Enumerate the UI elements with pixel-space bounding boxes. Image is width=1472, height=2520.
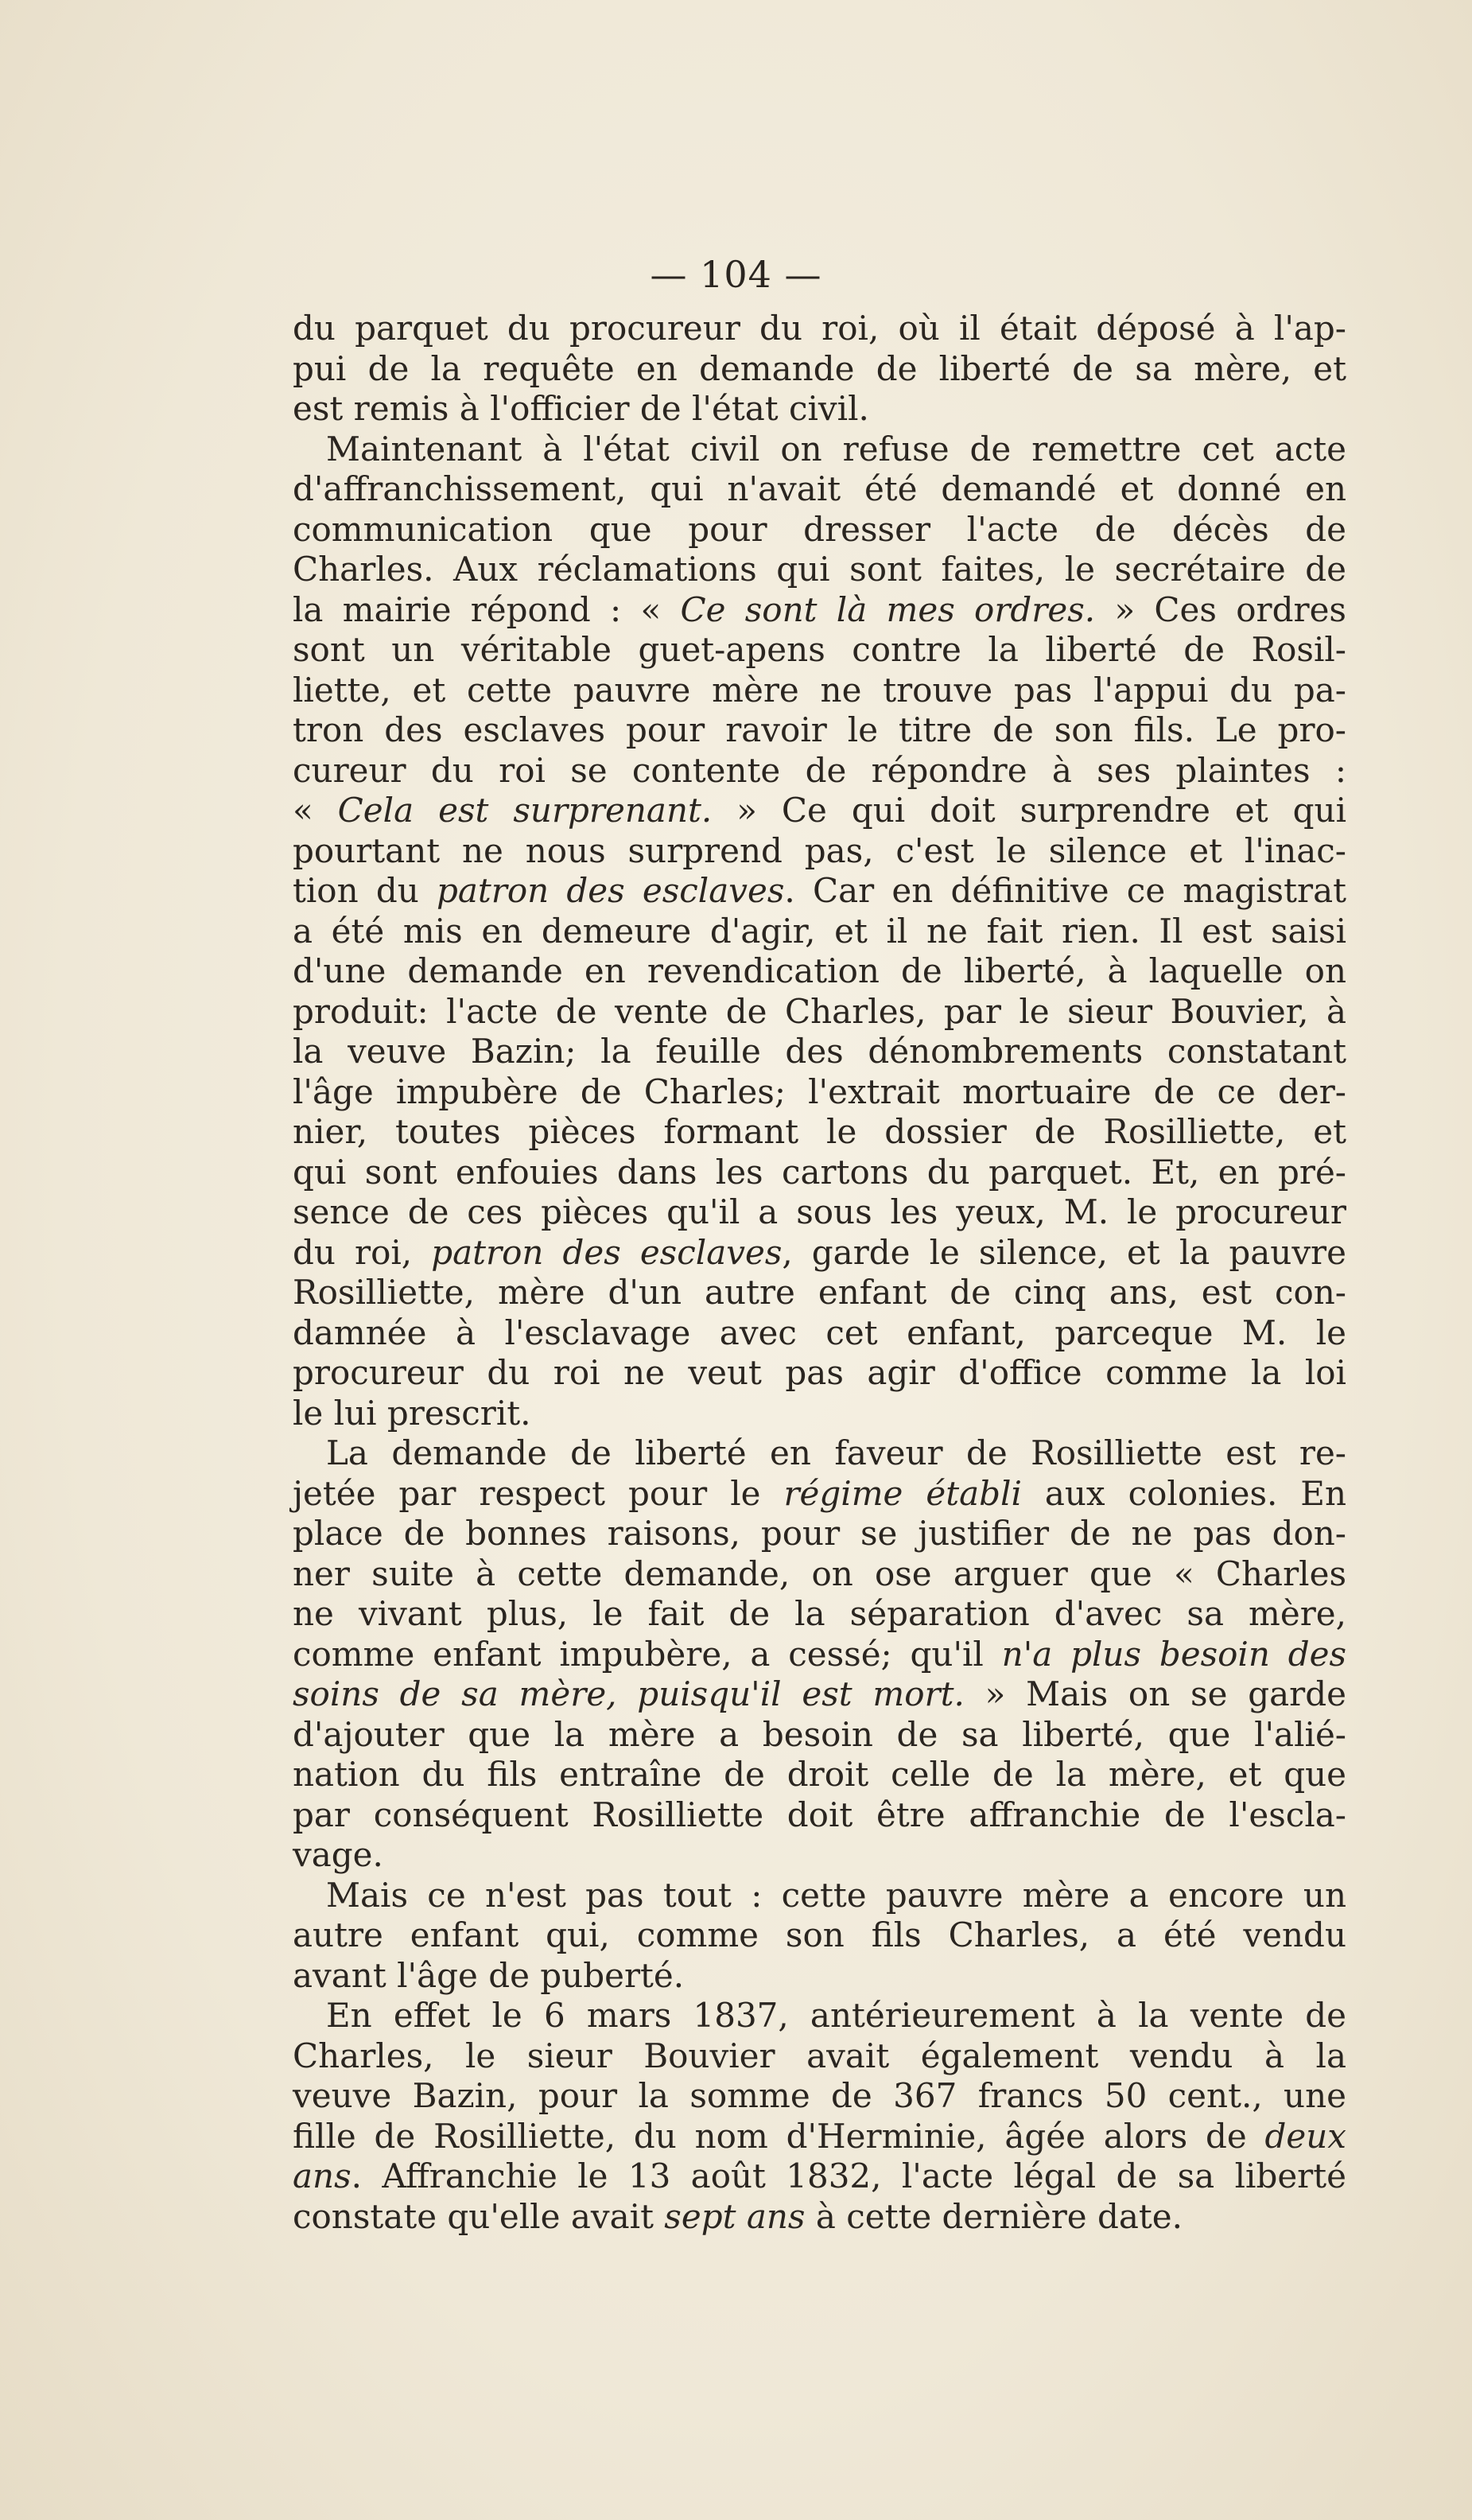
text-segment: constate qu'elle avait (293, 2196, 665, 2236)
text-line (293, 1755, 1346, 1795)
text-segment: sont un véritable guet-apens contre la liberté de Rosil- (293, 630, 1346, 669)
text-line (293, 1072, 1346, 1113)
text-segment: a été mis en demeure d'agir, et il ne fait rien. Il est saisi (293, 911, 1346, 951)
text-line (293, 1876, 1346, 1916)
text-segment: ner suite à cette demande, on ose arguer que « Charles (293, 1554, 1346, 1593)
text-segment: nier, toutes pièces formant le dossier de Rosilliette, et (293, 1112, 1346, 1151)
text-segment: liette, et cette pauvre mère ne trouve pas l'appui du pa- (293, 670, 1346, 710)
text-segment: procureur du roi ne veut pas agir d'office comme la loi (293, 1353, 1346, 1392)
text-line (293, 1514, 1346, 1554)
text-segment: la veuve Bazin; la feuille des dénombrements constatant (293, 1032, 1346, 1071)
text-segment: vage. (293, 1835, 383, 1874)
text-line (293, 951, 1346, 992)
text-line (293, 1112, 1346, 1153)
body-text (293, 309, 1346, 2237)
italic-segment: Cela est surprenant. (337, 791, 713, 830)
italic-segment: sept ans (664, 2196, 806, 2236)
text-segment: par conséquent Rosilliette doit être affranchie de l'escla- (293, 1795, 1346, 1834)
italic-segment: Ce sont là mes ordres. (680, 589, 1096, 629)
text-line (293, 710, 1346, 751)
text-line (293, 1915, 1346, 1956)
text-line (293, 1032, 1346, 1072)
text-segment: damnée à l'esclavage avec cet enfant, parceque M. le (293, 1312, 1346, 1352)
text-segment: , garde le silence, et la pauvre (782, 1232, 1346, 1272)
page-number: — 104 — (650, 253, 822, 296)
text-line (293, 1594, 1346, 1635)
text-line (293, 1233, 1346, 1274)
text-segment: Mais ce n'est pas tout : cette pauvre mère a encore un (326, 1875, 1346, 1915)
text-segment: Charles, le sieur Bouvier avait également vendu à la (293, 2036, 1346, 2075)
text-segment: d'une demande en revendication de liberté, à laquelle on (293, 951, 1346, 990)
text-segment: place de bonnes raisons, pour se justifier de ne pas don- (293, 1514, 1346, 1553)
text-line (293, 1715, 1346, 1756)
text-line (293, 590, 1346, 631)
text-segment: « (293, 791, 338, 830)
text-segment: comme enfant impubère, a cessé; qu'il (293, 1634, 1002, 1674)
text-line (293, 791, 1346, 831)
text-segment: Rosilliette, mère d'un autre enfant de cinq ans, est con- (293, 1273, 1346, 1312)
text-line (293, 992, 1346, 1032)
text-line (293, 1956, 1346, 1997)
text-line (293, 1795, 1346, 1836)
text-line (293, 630, 1346, 671)
text-line (293, 389, 1346, 430)
text-line (293, 309, 1346, 349)
text-segment: » Ce qui doit surprendre et qui (712, 791, 1347, 830)
text-segment: En effet le 6 mars 1837, antérieurement à la vente de (326, 1996, 1346, 2035)
italic-segment: soins de sa mère, puisqu'il est mort. (293, 1674, 965, 1713)
text-line (293, 2117, 1346, 2157)
text-line (293, 871, 1346, 912)
text-segment: est remis à l'officier de l'état civil. (293, 389, 869, 428)
text-segment: tron des esclaves pour ravoir le titre de son fils. Le pro- (293, 710, 1346, 749)
text-segment: » Mais on se garde (964, 1674, 1346, 1713)
text-line (293, 1313, 1346, 1354)
text-segment: du roi, (293, 1232, 432, 1272)
text-segment: nation du fils entraîne de droit celle de la mère, et que (293, 1755, 1346, 1794)
text-segment: à cette dernière date. (805, 2196, 1183, 2236)
text-line (293, 1635, 1346, 1675)
text-segment: la mairie répond : « (293, 589, 681, 629)
text-segment: qui sont enfouies dans les cartons du parquet. Et, en pré- (293, 1152, 1346, 1192)
text-line (293, 1394, 1346, 1434)
text-line (293, 2036, 1346, 2077)
text-line (293, 430, 1346, 470)
text-line (293, 1674, 1346, 1715)
text-line (293, 1996, 1346, 2036)
text-line (293, 751, 1346, 791)
text-line (293, 1273, 1346, 1313)
text-line (293, 1153, 1346, 1193)
text-segment: aux colonies. En (1021, 1473, 1347, 1513)
text-segment: avant l'âge de puberté. (293, 1955, 685, 1995)
text-segment: pui de la requête en demande de liberté de sa mère, et (293, 348, 1346, 388)
text-segment: tion du (293, 871, 437, 910)
italic-segment: patron des esclaves (436, 871, 785, 910)
text-line (293, 1554, 1346, 1595)
text-line (293, 2197, 1346, 2238)
text-line (293, 1433, 1346, 1474)
italic-segment: n'a plus besoin des (1001, 1634, 1347, 1674)
text-segment: d'ajouter que la mère a besoin de sa liberté, que l'alié- (293, 1714, 1346, 1754)
text-segment: La demande de liberté en faveur de Rosilliette est re- (326, 1433, 1346, 1472)
text-segment: veuve Bazin, pour la somme de 367 francs 50 cent., une (293, 2076, 1346, 2115)
text-line (293, 2156, 1346, 2197)
italic-segment: patron des esclaves (431, 1232, 783, 1272)
text-segment: pourtant ne nous surprend pas, c'est le silence et l'inac- (293, 830, 1346, 870)
text-segment: Maintenant à l'état civil on refuse de remettre cet acte (326, 429, 1346, 469)
text-line (293, 469, 1346, 510)
text-segment: . Affranchie le 13 août 1832, l'acte légal de sa liberté (351, 2156, 1346, 2195)
text-segment: l'âge impubère de Charles; l'extrait mortuaire de ce der- (293, 1071, 1346, 1111)
text-segment: fille de Rosilliette, du nom d'Herminie, âgée alors de (293, 2116, 1265, 2156)
italic-segment: deux (1264, 2116, 1346, 2156)
text-line (293, 349, 1346, 390)
text-segment: du parquet du procureur du roi, où il était déposé à l'ap- (293, 309, 1346, 348)
text-segment: ne vivant plus, le fait de la séparation d'avec sa mère, (293, 1594, 1346, 1633)
text-line (293, 1474, 1346, 1515)
text-line (293, 831, 1346, 872)
text-segment: communication que pour dresser l'acte de décès de (293, 509, 1346, 549)
text-line (293, 2076, 1346, 2117)
text-segment: » Ces ordres (1095, 589, 1346, 629)
text-line (293, 550, 1346, 590)
text-segment: jetée par respect pour le (293, 1473, 784, 1513)
text-segment: cureur du roi se contente de répondre à ses plaintes : (293, 750, 1346, 790)
text-line (293, 912, 1346, 952)
italic-segment: ans (293, 2156, 351, 2195)
text-segment: produit: l'acte de vente de Charles, par le sieur Bouvier, à (293, 991, 1346, 1031)
text-line (293, 510, 1346, 550)
text-segment: Charles. Aux réclamations qui sont faites, le secrétaire de (293, 550, 1346, 589)
text-line (293, 1353, 1346, 1394)
text-segment: . Car en définitive ce magistrat (784, 871, 1346, 910)
text-segment: sence de ces pièces qu'il a sous les yeux, M. le procureur (293, 1192, 1346, 1231)
text-segment: d'affranchissement, qui n'avait été demandé et donné en (293, 469, 1346, 508)
text-segment: le lui prescrit. (293, 1393, 531, 1433)
text-line (293, 1192, 1346, 1233)
italic-segment: régime établi (783, 1473, 1022, 1513)
text-segment: autre enfant qui, comme son fils Charles, a été vendu (293, 1915, 1346, 1954)
text-line (293, 671, 1346, 711)
text-line (293, 1835, 1346, 1876)
